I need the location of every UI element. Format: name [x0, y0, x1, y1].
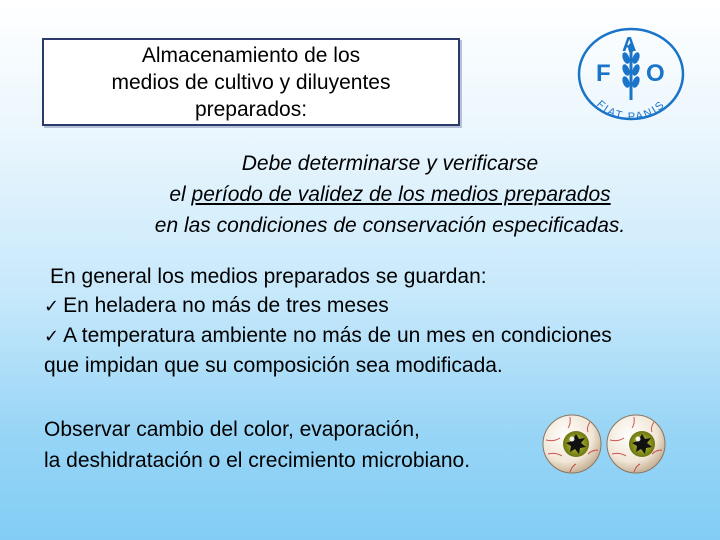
storage-item-room-temp: [44, 321, 714, 351]
title-line-1: Almacenamiento de los: [141, 43, 361, 67]
logo-letter-o: O: [646, 60, 665, 87]
intro-line-2-prefix: el: [169, 183, 192, 206]
logo-motto: FIAT PANIS: [594, 98, 668, 122]
intro-line-1: Debe determinarse y verificarse: [241, 152, 539, 175]
check-icon: ✓: [44, 326, 60, 347]
logo-letter-f: F: [596, 60, 611, 87]
observe-section: [44, 414, 544, 476]
storage-item-room-temp-text: A temperatura ambiente no más de un mes en condiciones: [63, 324, 612, 347]
eyeball-icon: [540, 412, 604, 476]
storage-item-fridge: [44, 291, 714, 321]
logo-letter-a: A: [622, 34, 637, 56]
storage-item-continuation: que impidan que su composición sea modificada.: [44, 354, 503, 377]
storage-heading: En general los medios preparados se guardan:: [50, 265, 487, 288]
storage-section: [44, 262, 714, 380]
validity-period-text: período de validez de los medios preparados: [191, 183, 611, 206]
intro-line-3: en las condiciones de conservación especificadas.: [154, 214, 626, 237]
title-line-2: medios de cultivo y diluyentes: [111, 70, 391, 94]
observe-line-1: Observar cambio del color, evaporación,: [44, 418, 420, 441]
storage-item-fridge-text: En heladera no más de tres meses: [63, 294, 389, 317]
eyeball-icon: [604, 412, 668, 476]
slide-title: [112, 42, 391, 123]
check-icon: ✓: [44, 296, 60, 317]
intro-line-2: [80, 179, 700, 210]
title-box: [42, 38, 460, 126]
observe-line-2: la deshidratación o el crecimiento microbiano.: [44, 449, 471, 472]
fao-logo: [574, 26, 688, 122]
title-line-3: preparados:: [194, 97, 308, 121]
intro-statement: [80, 148, 700, 241]
